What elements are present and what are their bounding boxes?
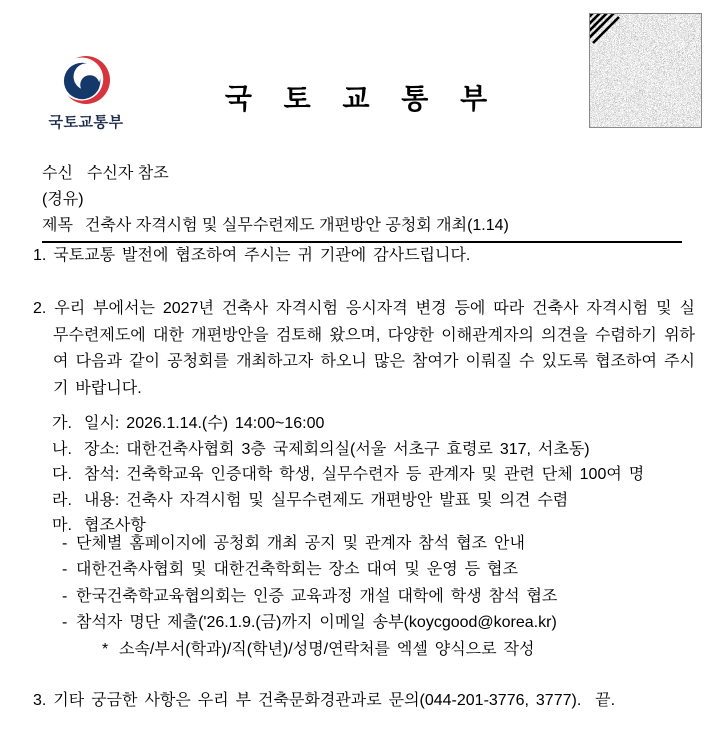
footnote-line: [62, 637, 695, 664]
sublist-item-text: 참석자 명단 제출('26.1.9.(금)까지 이메일 송부(koycgood@korea.kr): [76, 614, 557, 631]
list-item: [52, 462, 695, 488]
footnote-marker: *: [102, 640, 109, 658]
sublist-item-marker: -: [62, 587, 68, 605]
document-body: [33, 246, 695, 711]
list-item: [52, 488, 695, 514]
list-item-marker: 라.: [52, 491, 72, 509]
sublist-item: [62, 610, 695, 637]
recipient-label: 수신: [42, 165, 73, 182]
sublist-item: [62, 557, 695, 584]
subject-line: [42, 213, 682, 239]
ministry-logo-label: 국토교통부: [48, 114, 124, 131]
sublist-item: [62, 531, 695, 558]
scan-noise-pattern: [589, 13, 702, 128]
paragraph-3: 3. 기타 궁금한 사항은 우리 부 건축문화경관과로 문의(044-201-3776, 3777). 끝.: [33, 692, 616, 709]
list-item-marker: 가.: [52, 415, 72, 432]
recipient-value: 수신자 참조: [86, 165, 169, 182]
sublist-item-text: 한국건축학교육협의회는 인증 교육과정 개설 대학에 학생 참석 협조: [76, 587, 558, 605]
sublist-item-text: 대한건축사협회 및 대한건축학회는 장소 대여 및 운영 등 협조: [76, 561, 518, 578]
sublist-item: [62, 584, 695, 611]
paragraph-1: 1. 국토교통 발전에 협조하여 주시는 귀 기관에 감사드립니다.: [33, 247, 471, 264]
list-item-text: 참석: 건축학교육 인증대학 학생, 실무수련자 등 관계자 및 관련 단체 100여 명: [84, 466, 645, 483]
list-item-marker: 나.: [52, 440, 72, 458]
sublist-item-marker: -: [62, 534, 68, 552]
sublist-item-text: 단체별 홈페이지에 공청회 개최 공지 및 관계자 참석 협조 안내: [76, 534, 525, 552]
subject-value: 건축사 자격시험 및 실무수련제도 개편방안 공청회 개최(1.14): [84, 217, 509, 234]
noise-pattern-icon: [589, 13, 702, 128]
list-item-marker: 다.: [52, 466, 72, 483]
cooperation-sublist: [33, 531, 695, 664]
footnote-text: 소속/부서(학과)/직(학년)/성명/연락처를 엑셀 양식으로 작성: [119, 640, 535, 658]
list-item-marker: 마.: [52, 517, 72, 534]
document-header-fields: [42, 161, 682, 243]
subject-label: 제목: [42, 217, 73, 234]
sublist-item-marker: -: [62, 561, 68, 578]
via-line: (경유): [42, 191, 84, 208]
document-title: 국 토 교 통 부: [224, 83, 496, 114]
list-item-text: 장소: 대한건축사협회 3층 국제회의실(서울 서초구 효령로 317, 서초동): [84, 440, 590, 458]
recipient-line: [42, 161, 682, 187]
list-item-text: 내용: 건축사 자격시험 및 실무수련제도 개편방안 발표 및 의견 수렴: [84, 491, 569, 509]
sublist-item-marker: -: [62, 614, 68, 631]
agenda-list: [33, 411, 695, 539]
list-item: [52, 437, 695, 463]
list-item: [52, 411, 695, 437]
paragraph-2: 2. 우리 부에서는 2027년 건축사 자격시험 응시자격 변경 등에 따라 건축사 자격시험 및 실무수련제도에 대한 개편방안을 검토해 왔으며, 다양한 이해관계자의 의견을 수렴하기 위하여 다음과 같이 공청회를 개최하고자 하오니 많은 참여가 이뤄질 수 있도록 협조하여 주시기 바랍니다.: [33, 300, 695, 397]
list-item-text: 일시: 2026.1.14.(수) 14:00~16:00: [84, 415, 325, 432]
list-item-text: 협조사항: [84, 517, 146, 534]
